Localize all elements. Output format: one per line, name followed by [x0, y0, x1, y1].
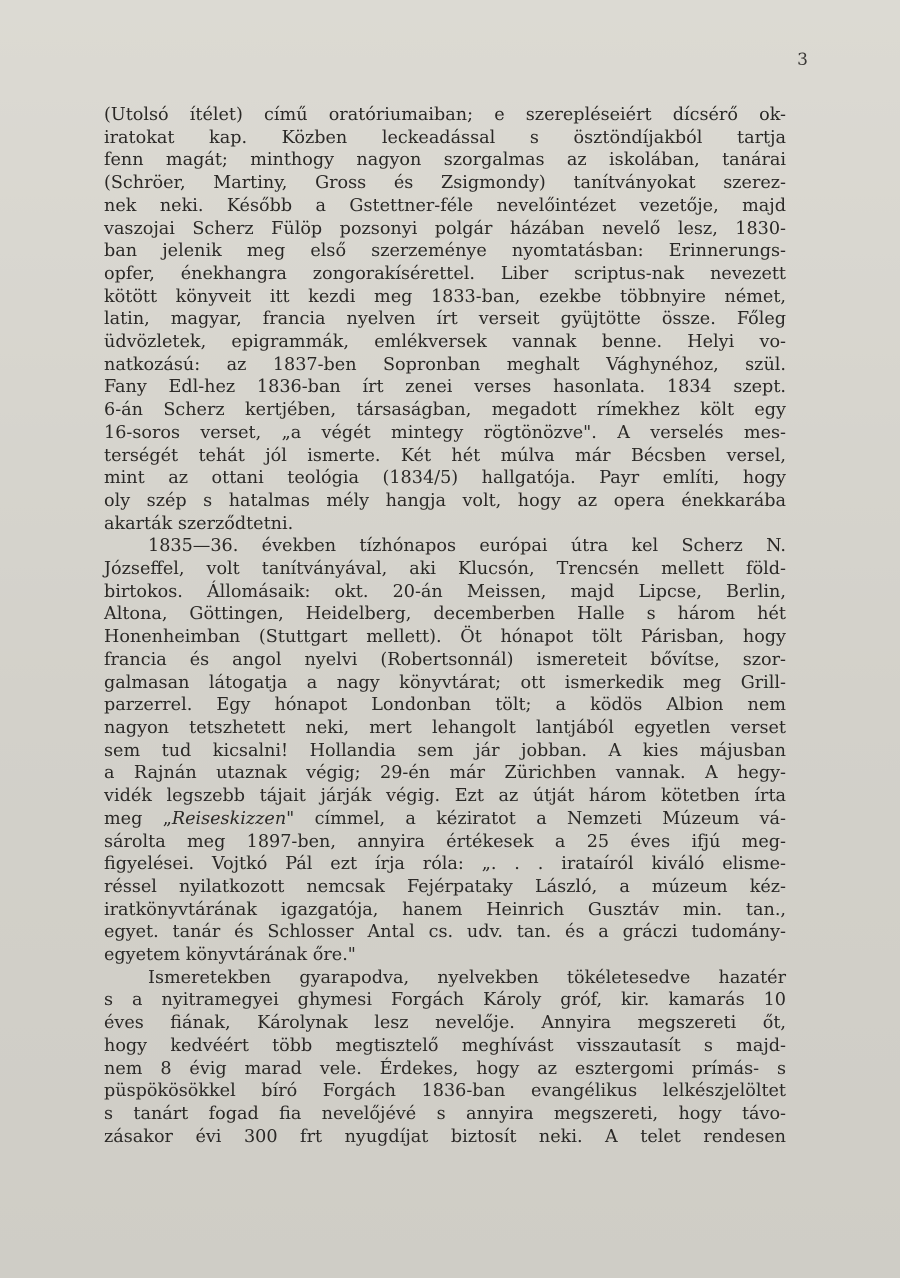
text-line: akarták szerződtetni. [104, 513, 294, 534]
text-line: sárolta meg 1897-ben, annyira értékesek a 25 éves ifjú meg- [104, 831, 786, 852]
text-line: 6-án Scherz kertjében, társaságban, megadott rímekhez költ egy [104, 400, 786, 421]
text-line: figyelései. Vojtkó Pál ezt írja róla: „. . . irataíról kiváló elisme- [104, 854, 786, 875]
text-line: zásakor évi 300 frt nyugdíjat biztosít neki. A telet rendesen [104, 1126, 786, 1147]
text-line: s a nyitramegyei ghymesi Forgách Károly gróf, kir. kamarás 10 [104, 990, 786, 1011]
text-line: nagyon tetszhetett neki, mert lehangolt lantjából egyetlen verset [104, 717, 786, 738]
paragraph-3 [104, 967, 786, 1149]
text-line: Józseffel, volt tanítványával, aki Klucsón, Trencsén mellett föld- [104, 559, 786, 580]
text-line: opfer, énekhangra zongorakísérettel. Liber scriptus-nak nevezett [104, 263, 786, 284]
page-number: 3 [797, 50, 808, 70]
text-line: üdvözletek, epigrammák, emlékversek vannak benne. Helyi vo- [104, 332, 786, 353]
book-title-italic: Reiseskizzen [171, 808, 287, 829]
text-line: iratkönyvtárának igazgatója, hanem Heinrich Gusztáv min. tan., [104, 899, 786, 920]
text-line: (Utolsó ítélet) című oratóriumaiban; e szerepléseiért dícsérő ok- [104, 105, 786, 125]
text-line: hogy kedvéért több megtisztelő meghívást visszautasít s majd- [104, 1035, 786, 1056]
paragraph-1 [104, 104, 786, 535]
text-line: vaszojai Scherz Fülöp pozsonyi polgár házában nevelő lesz, 1830- [104, 218, 786, 239]
paragraph-2 [104, 535, 786, 966]
text-line: nem 8 évig marad vele. Érdekes, hogy az esztergomi prímás- s [104, 1058, 786, 1079]
text-line: francia és angol nyelvi (Robertsonnál) ismereteit bővítse, szor- [104, 649, 786, 670]
text-line: püspökösökkel bíró Forgách 1836-ban evangélikus lelkészjelöltet [104, 1081, 786, 1102]
text-line: latin, magyar, francia nyelven írt verseit gyüjtötte össze. Főleg [104, 309, 786, 330]
text-line: natkozású: az 1837-ben Sopronban meghalt Vághynéhoz, szül. [104, 354, 786, 375]
text-line: Ismeretekben gyarapodva, nyelvekben tökéletesedve hazatér [148, 967, 786, 988]
text-line: s tanárt fogad fia nevelőjévé s annyira megszereti, hogy távo- [104, 1103, 786, 1124]
text-line: 16-soros verset, „a végét mintegy rögtönözve". A verselés mes- [104, 422, 786, 443]
text-line: oly szép s hatalmas mély hangja volt, hogy az opera énekkarába [104, 490, 786, 511]
text-line: ban jelenik meg első szerzeménye nyomtatásban: Erinnerungs- [104, 241, 786, 262]
text-line: kötött könyveit itt kezdi meg 1833-ban, ezekbe többnyire német, [104, 286, 786, 307]
body-text [104, 104, 786, 1148]
text-line: 1835—36. években tízhónapos európai útra kel Scherz N. [148, 536, 786, 557]
text-line: a Rajnán utaznak végig; 29-én már Zürichben vannak. A hegy- [104, 763, 786, 784]
text-line: mint az ottani teológia (1834/5) hallgatója. Payr említi, hogy [104, 468, 786, 489]
text-line: sem tud kicsalni! Hollandia sem jár jobban. A kies májusban [104, 740, 786, 761]
text-line: birtokos. Állomásaik: okt. 20-án Meissen, majd Lipcse, Berlin, [104, 581, 786, 602]
text-line: parzerrel. Egy hónapot Londonban tölt; a ködös Albion nem [104, 695, 786, 716]
text-line: vidék legszebb tájait járják végig. Ezt az útját három kötetben írta [104, 786, 786, 807]
text-line: iratokat kap. Közben leckeadással s ösztöndíjakból tartja [104, 127, 786, 148]
text-line: terségét tehát jól ismerte. Két hét múlva már Bécsben versel, [104, 445, 786, 466]
text-line: réssel nyilatkozott nemcsak Fejérpataky László, a múzeum kéz- [104, 876, 786, 897]
text-line: fenn magát; minthogy nagyon szorgalmas az iskolában, tanárai [104, 150, 786, 171]
text-line: (Schröer, Martiny, Gross és Zsigmondy) tanítványokat szerez- [104, 173, 786, 194]
text-line: Altona, Göttingen, Heidelberg, decemberben Halle s három hét [104, 604, 786, 625]
text-line: Honenheimban (Stuttgart mellett). Öt hónapot tölt Párisban, hogy [104, 627, 786, 648]
text-line: egyetem könyvtárának őre." [104, 945, 356, 966]
text-line: egyet. tanár és Schlosser Antal cs. udv. tan. és a gráczi tudomány- [104, 922, 786, 943]
text-line: éves fiának, Károlynak lesz nevelője. Annyira megszereti őt, [104, 1013, 786, 1034]
text-line: galmasan látogatja a nagy könyvtárat; ott ismerkedik meg Grill- [104, 672, 786, 693]
text-line: Fany Edl-hez 1836-ban írt zenei verses hasonlata. 1834 szept. [104, 377, 786, 398]
text-line: nek neki. Később a Gstettner-féle nevelőintézet vezetője, majd [104, 195, 786, 216]
text-line: meg „Reiseskizzen" címmel, a kéziratot a Nemzeti Múzeum vá- [104, 808, 786, 829]
